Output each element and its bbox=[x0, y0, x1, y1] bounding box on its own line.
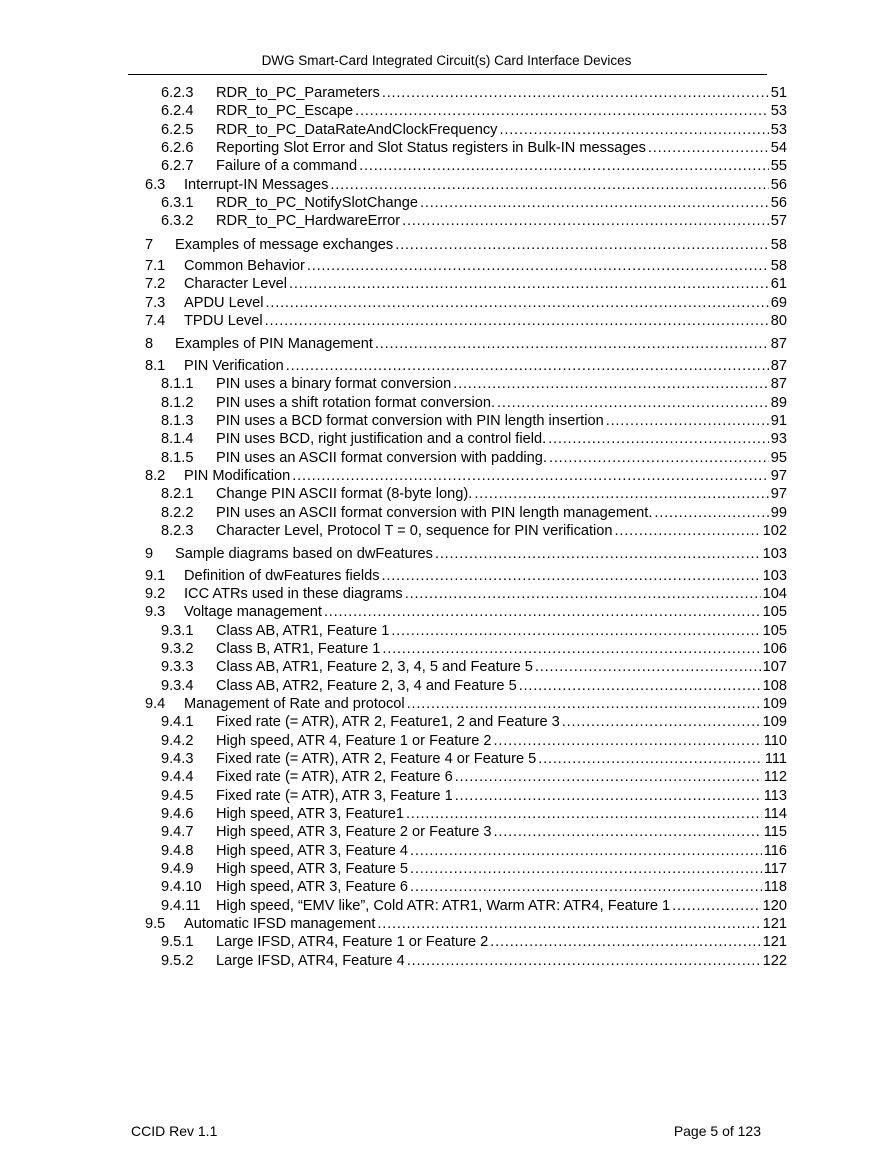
toc-entry-number: 9.4.4 bbox=[161, 769, 194, 786]
toc-entry[interactable] bbox=[0, 658, 893, 676]
toc-entry[interactable] bbox=[0, 236, 893, 254]
toc-leader-dots bbox=[405, 585, 761, 603]
toc-entry-page: 108 bbox=[762, 677, 787, 694]
toc-entry-line bbox=[216, 102, 787, 120]
toc-entry-line bbox=[216, 860, 787, 878]
toc-entry[interactable] bbox=[0, 194, 893, 212]
toc-entry-page: 117 bbox=[763, 861, 787, 878]
toc-leader-dots bbox=[375, 335, 769, 353]
toc-entry-title: Fixed rate (= ATR), ATR 2, Feature 4 or Feature 5 bbox=[216, 751, 537, 768]
toc-entry-page: 80 bbox=[770, 313, 787, 330]
footer-document-revision: CCID Rev 1.1 bbox=[131, 1123, 218, 1139]
toc-entry[interactable] bbox=[0, 102, 893, 120]
toc-leader-dots bbox=[402, 212, 769, 230]
toc-entry[interactable] bbox=[0, 732, 893, 750]
toc-entry-page: 57 bbox=[770, 213, 787, 230]
toc-entry[interactable] bbox=[0, 603, 893, 621]
toc-entry[interactable] bbox=[0, 842, 893, 860]
toc-entry-line bbox=[216, 933, 787, 951]
toc-entry-page: 103 bbox=[762, 567, 787, 584]
toc-entry[interactable] bbox=[0, 157, 893, 175]
toc-leader-dots bbox=[535, 658, 761, 676]
toc-entry-page: 99 bbox=[770, 504, 787, 521]
toc-entry-page: 121 bbox=[762, 934, 787, 951]
toc-entry[interactable] bbox=[0, 375, 893, 393]
toc-entry-line bbox=[184, 275, 787, 293]
toc-entry-title: PIN Modification bbox=[184, 467, 291, 484]
toc-leader-dots bbox=[407, 952, 761, 970]
toc-leader-dots bbox=[406, 805, 762, 823]
toc-entry-title: Character Level bbox=[184, 276, 288, 293]
toc-leader-dots bbox=[265, 312, 769, 330]
toc-entry-title: TPDU Level bbox=[184, 313, 263, 330]
toc-entry[interactable] bbox=[0, 952, 893, 970]
toc-entry-line bbox=[216, 430, 787, 448]
toc-entry[interactable] bbox=[0, 622, 893, 640]
toc-entry-number: 9.4.7 bbox=[161, 824, 194, 841]
toc-entry-line bbox=[184, 176, 787, 194]
toc-entry[interactable] bbox=[0, 467, 893, 485]
toc-entry-page: 87 bbox=[770, 336, 787, 353]
toc-entry-page: 54 bbox=[770, 140, 787, 157]
toc-entry-line bbox=[216, 768, 787, 786]
toc-entry-title: Definition of dwFeatures fields bbox=[184, 567, 380, 584]
toc-entry-line bbox=[216, 677, 787, 695]
toc-entry-number: 6.2.5 bbox=[161, 121, 194, 138]
toc-entry-page: 97 bbox=[770, 486, 787, 503]
toc-entry-page: 53 bbox=[770, 103, 787, 120]
toc-leader-dots bbox=[355, 102, 769, 120]
toc-entry-line bbox=[216, 952, 787, 970]
toc-entry-title: PIN uses a BCD format conversion with PIN length insertion bbox=[216, 412, 604, 429]
toc-leader-dots bbox=[538, 750, 763, 768]
toc-entry-number: 9.3.2 bbox=[161, 640, 194, 657]
toc-entry-number: 9.4.3 bbox=[161, 751, 194, 768]
toc-leader-dots bbox=[286, 357, 769, 375]
toc-leader-dots bbox=[420, 194, 769, 212]
toc-entry-line bbox=[216, 823, 787, 841]
toc-entry-page: 58 bbox=[770, 258, 787, 275]
toc-entry-line bbox=[216, 522, 787, 540]
toc-entry-page: 61 bbox=[770, 276, 787, 293]
toc-entry-number: 8.2.1 bbox=[161, 486, 194, 503]
toc-entry-number: 9.3 bbox=[145, 604, 166, 621]
toc-entry-page: 56 bbox=[770, 195, 787, 212]
toc-entry[interactable] bbox=[0, 677, 893, 695]
toc-entry-title: PIN Verification bbox=[184, 357, 284, 374]
toc-entry-title: Character Level, Protocol T = 0, sequence for PIN verification bbox=[216, 522, 613, 539]
toc-entry-number: 8.2 bbox=[145, 467, 166, 484]
toc-leader-dots bbox=[497, 394, 769, 412]
toc-entry[interactable] bbox=[0, 522, 893, 540]
toc-entry-page: 91 bbox=[770, 412, 787, 429]
running-header: DWG Smart-Card Integrated Circuit(s) Card Interface Devices bbox=[261, 53, 632, 68]
toc-entry-title: Class AB, ATR1, Feature 1 bbox=[216, 622, 390, 639]
toc-entry[interactable] bbox=[0, 750, 893, 768]
toc-entry[interactable] bbox=[0, 176, 893, 194]
toc-leader-dots bbox=[494, 823, 762, 841]
toc-entry[interactable] bbox=[0, 933, 893, 951]
toc-entry-page: 112 bbox=[763, 769, 787, 786]
toc-entry-title: High speed, ATR 4, Feature 1 or Feature 2 bbox=[216, 732, 492, 749]
toc-entry-line bbox=[216, 157, 787, 175]
toc-entry-number: 9.5.2 bbox=[161, 952, 194, 969]
toc-leader-dots bbox=[615, 522, 761, 540]
toc-entry-title: Examples of message exchanges bbox=[175, 236, 394, 253]
toc-entry-line bbox=[216, 394, 787, 412]
toc-entry-page: 116 bbox=[763, 842, 787, 859]
toc-leader-dots bbox=[307, 257, 769, 275]
toc-entry-number: 9.4.9 bbox=[161, 861, 194, 878]
toc-leader-dots bbox=[391, 622, 760, 640]
toc-entry[interactable] bbox=[0, 504, 893, 522]
toc-entry[interactable] bbox=[0, 412, 893, 430]
toc-entry-number: 9 bbox=[145, 546, 154, 563]
toc-entry-page: 115 bbox=[763, 824, 787, 841]
toc-entry[interactable] bbox=[0, 121, 893, 139]
toc-entry-line bbox=[216, 842, 787, 860]
table-of-contents bbox=[0, 84, 893, 970]
toc-entry[interactable] bbox=[0, 449, 893, 467]
toc-entry-line bbox=[216, 805, 787, 823]
header-divider bbox=[128, 74, 767, 75]
toc-entry-number: 7.3 bbox=[145, 294, 166, 311]
toc-entry-line bbox=[184, 257, 787, 275]
toc-entry-line bbox=[184, 585, 787, 603]
toc-leader-dots bbox=[382, 640, 760, 658]
toc-entry-page: 58 bbox=[770, 236, 787, 253]
toc-entry-line bbox=[216, 504, 787, 522]
toc-entry[interactable] bbox=[0, 860, 893, 878]
toc-leader-dots bbox=[377, 915, 760, 933]
toc-leader-dots bbox=[654, 504, 768, 522]
toc-entry-title: Class AB, ATR2, Feature 2, 3, 4 and Feature 5 bbox=[216, 677, 517, 694]
toc-entry-title: Sample diagrams based on dwFeatures bbox=[175, 546, 433, 563]
toc-entry[interactable] bbox=[0, 545, 893, 563]
toc-entry-page: 87 bbox=[770, 376, 787, 393]
toc-entry[interactable] bbox=[0, 695, 893, 713]
toc-entry[interactable] bbox=[0, 257, 893, 275]
toc-entry-title: Fixed rate (= ATR), ATR 2, Feature1, 2 and Feature 3 bbox=[216, 714, 560, 731]
toc-leader-dots bbox=[410, 842, 762, 860]
toc-entry-title: ICC ATRs used in these diagrams bbox=[184, 585, 403, 602]
toc-entry-title: High speed, ATR 3, Feature 5 bbox=[216, 861, 408, 878]
toc-entry-title: High speed, ATR 3, Feature 6 bbox=[216, 879, 408, 896]
toc-entry[interactable] bbox=[0, 897, 893, 915]
toc-entry-page: 89 bbox=[770, 394, 787, 411]
toc-entry-page: 109 bbox=[762, 714, 787, 731]
toc-entry-line bbox=[175, 335, 787, 353]
toc-entry-title: RDR_to_PC_NotifySlotChange bbox=[216, 195, 418, 212]
toc-entry-title: RDR_to_PC_Parameters bbox=[216, 85, 380, 101]
toc-entry-line bbox=[216, 84, 787, 102]
toc-entry[interactable] bbox=[0, 585, 893, 603]
toc-entry-number: 6.3.1 bbox=[161, 195, 194, 212]
toc-entry-title: Failure of a command bbox=[216, 158, 358, 175]
toc-leader-dots bbox=[455, 768, 762, 786]
toc-entry-line bbox=[184, 357, 787, 375]
toc-entry-number: 7.4 bbox=[145, 313, 166, 330]
toc-entry-title: Class B, ATR1, Feature 1 bbox=[216, 640, 381, 657]
toc-leader-dots bbox=[435, 545, 761, 563]
toc-entry-line bbox=[216, 732, 787, 750]
toc-entry[interactable] bbox=[0, 312, 893, 330]
toc-entry-line bbox=[184, 294, 787, 312]
toc-entry-line bbox=[184, 603, 787, 621]
toc-entry-line bbox=[216, 878, 787, 896]
toc-entry[interactable] bbox=[0, 139, 893, 157]
toc-entry-page: 97 bbox=[770, 467, 787, 484]
toc-entry-line bbox=[216, 640, 787, 658]
toc-entry[interactable] bbox=[0, 275, 893, 293]
toc-entry-title: RDR_to_PC_DataRateAndClockFrequency bbox=[216, 121, 498, 138]
toc-entry-line bbox=[184, 915, 787, 933]
toc-entry[interactable] bbox=[0, 823, 893, 841]
toc-entry-line bbox=[216, 212, 787, 230]
toc-entry-title: High speed, ATR 3, Feature 2 or Feature 3 bbox=[216, 824, 492, 841]
toc-entry-page: 118 bbox=[763, 879, 787, 896]
toc-entry[interactable] bbox=[0, 357, 893, 375]
toc-entry-title: PIN uses an ASCII format conversion with PIN length management. bbox=[216, 504, 653, 521]
toc-entry-page: 102 bbox=[762, 522, 787, 539]
toc-entry-number: 9.4.8 bbox=[161, 842, 194, 859]
toc-entry-title: PIN uses a shift rotation format conversion. bbox=[216, 394, 496, 411]
toc-entry[interactable] bbox=[0, 640, 893, 658]
toc-entry-line bbox=[216, 787, 787, 805]
toc-entry-page: 103 bbox=[762, 546, 787, 563]
toc-leader-dots bbox=[453, 375, 769, 393]
toc-entry[interactable] bbox=[0, 768, 893, 786]
toc-entry-line bbox=[216, 658, 787, 676]
toc-entry[interactable] bbox=[0, 713, 893, 731]
toc-leader-dots bbox=[499, 121, 768, 139]
toc-entry-line bbox=[184, 695, 787, 713]
toc-entry-number: 9.3.1 bbox=[161, 622, 194, 639]
toc-entry-number: 6.2.7 bbox=[161, 158, 194, 175]
toc-leader-dots bbox=[490, 933, 760, 951]
toc-entry-number: 8.2.2 bbox=[161, 504, 194, 521]
toc-leader-dots bbox=[330, 176, 768, 194]
toc-entry-number: 6.2.3 bbox=[161, 85, 194, 101]
toc-entry-title: PIN uses BCD, right justification and a control field. bbox=[216, 431, 547, 448]
toc-entry-page: 105 bbox=[762, 604, 787, 621]
toc-leader-dots bbox=[648, 139, 769, 157]
toc-entry-page: 106 bbox=[762, 640, 787, 657]
toc-entry-title: Interrupt-IN Messages bbox=[184, 176, 329, 193]
toc-entry-number: 8.1.3 bbox=[161, 412, 194, 429]
toc-entry-line bbox=[216, 485, 787, 503]
toc-entry-number: 9.5.1 bbox=[161, 934, 194, 951]
toc-entry-line bbox=[216, 622, 787, 640]
toc-entry-line bbox=[175, 236, 787, 254]
toc-entry-title: PIN uses a binary format conversion bbox=[216, 376, 452, 393]
toc-entry-number: 9.4.2 bbox=[161, 732, 194, 749]
toc-entry-page: 114 bbox=[763, 806, 787, 823]
toc-leader-dots bbox=[359, 157, 769, 175]
toc-entry-title: Voltage management bbox=[184, 604, 322, 621]
toc-entry-line bbox=[216, 897, 787, 915]
toc-entry-number: 9.2 bbox=[145, 585, 166, 602]
toc-entry-number: 8.1.5 bbox=[161, 449, 194, 466]
toc-entry[interactable] bbox=[0, 878, 893, 896]
toc-entry-number: 7.2 bbox=[145, 276, 166, 293]
toc-entry[interactable] bbox=[0, 394, 893, 412]
toc-leader-dots bbox=[292, 467, 769, 485]
toc-entry-number: 9.4 bbox=[145, 696, 166, 712]
toc-entry-line bbox=[175, 545, 787, 563]
toc-leader-dots bbox=[672, 897, 760, 915]
toc-leader-dots bbox=[266, 294, 769, 312]
toc-leader-dots bbox=[455, 787, 762, 805]
toc-entry-page: 122 bbox=[762, 952, 787, 969]
toc-entry-number: 8.1.2 bbox=[161, 394, 194, 411]
toc-entry-title: Class AB, ATR1, Feature 2, 3, 4, 5 and Feature 5 bbox=[216, 659, 533, 676]
toc-entry-number: 8.1 bbox=[145, 357, 166, 374]
toc-entry-page: 51 bbox=[770, 85, 787, 101]
toc-entry-title: Examples of PIN Management bbox=[175, 336, 373, 353]
toc-entry-title: RDR_to_PC_Escape bbox=[216, 103, 354, 120]
toc-entry-page: 93 bbox=[770, 431, 787, 448]
toc-entry-line bbox=[184, 567, 787, 585]
toc-entry-page: 121 bbox=[762, 916, 787, 933]
toc-leader-dots bbox=[474, 485, 768, 503]
toc-entry-line bbox=[184, 467, 787, 485]
footer-page-number: Page 5 of 123 bbox=[673, 1123, 761, 1139]
toc-entry-title: High speed, ATR 3, Feature 4 bbox=[216, 842, 408, 859]
toc-entry-title: Common Behavior bbox=[184, 258, 305, 275]
toc-entry-line bbox=[216, 121, 787, 139]
toc-entry-page: 56 bbox=[770, 176, 787, 193]
toc-entry-page: 111 bbox=[764, 751, 787, 768]
toc-entry-page: 87 bbox=[770, 357, 787, 374]
toc-entry-title: PIN uses an ASCII format conversion with padding. bbox=[216, 449, 547, 466]
toc-entry-number: 9.4.1 bbox=[161, 714, 194, 731]
toc-leader-dots bbox=[548, 430, 769, 448]
toc-entry-page: 105 bbox=[762, 622, 787, 639]
toc-entry-title: Fixed rate (= ATR), ATR 3, Feature 1 bbox=[216, 787, 453, 804]
toc-entry-number: 9.4.10 bbox=[161, 879, 202, 896]
toc-entry-title: APDU Level bbox=[184, 294, 264, 311]
toc-entry-number: 8.2.3 bbox=[161, 522, 194, 539]
toc-entry[interactable] bbox=[0, 212, 893, 230]
toc-leader-dots bbox=[395, 236, 769, 254]
toc-entry-title: Reporting Slot Error and Slot Status registers in Bulk-IN messages bbox=[216, 140, 646, 157]
toc-leader-dots bbox=[606, 412, 769, 430]
toc-entry-number: 9.5 bbox=[145, 916, 166, 933]
toc-entry-number: 6.3 bbox=[145, 176, 166, 193]
toc-entry-page: 107 bbox=[762, 659, 787, 676]
toc-entry-number: 7.1 bbox=[145, 258, 166, 275]
toc-entry-line bbox=[184, 312, 787, 330]
toc-entry[interactable] bbox=[0, 335, 893, 353]
toc-entry-line bbox=[216, 449, 787, 467]
toc-entry-title: Large IFSD, ATR4, Feature 4 bbox=[216, 952, 405, 969]
toc-entry-line bbox=[216, 139, 787, 157]
toc-entry-line bbox=[216, 750, 787, 768]
toc-entry[interactable] bbox=[0, 787, 893, 805]
toc-entry-title: Automatic IFSD management bbox=[184, 916, 376, 933]
toc-leader-dots bbox=[382, 567, 761, 585]
toc-entry-number: 8.1.1 bbox=[161, 376, 194, 393]
toc-entry-number: 6.2.6 bbox=[161, 140, 194, 157]
toc-entry-page: 104 bbox=[762, 585, 787, 602]
toc-entry-page: 95 bbox=[770, 449, 787, 466]
toc-entry-number: 9.3.4 bbox=[161, 677, 194, 694]
toc-leader-dots bbox=[324, 603, 761, 621]
toc-leader-dots bbox=[382, 84, 769, 102]
toc-entry-page: 69 bbox=[770, 294, 787, 311]
toc-entry-line bbox=[216, 713, 787, 731]
toc-leader-dots bbox=[407, 695, 761, 713]
toc-leader-dots bbox=[562, 713, 761, 731]
toc-entry-number: 9.4.6 bbox=[161, 806, 194, 823]
toc-entry-page: 113 bbox=[763, 787, 787, 804]
toc-entry[interactable] bbox=[0, 84, 893, 102]
toc-entry-number: 8 bbox=[145, 336, 154, 353]
toc-entry[interactable] bbox=[0, 805, 893, 823]
toc-entry-number: 9.3.3 bbox=[161, 659, 194, 676]
toc-entry-number: 6.3.2 bbox=[161, 213, 194, 230]
toc-entry-line bbox=[216, 412, 787, 430]
toc-entry[interactable] bbox=[0, 567, 893, 585]
toc-entry[interactable] bbox=[0, 915, 893, 933]
toc-entry-title: Management of Rate and protocol bbox=[184, 696, 405, 712]
toc-entry-number: 8.1.4 bbox=[161, 431, 194, 448]
toc-entry-line bbox=[216, 194, 787, 212]
toc-entry-number: 9.4.11 bbox=[161, 897, 201, 914]
toc-entry-number: 7 bbox=[145, 236, 154, 253]
toc-entry-line bbox=[216, 375, 787, 393]
toc-entry-page: 109 bbox=[762, 696, 787, 712]
toc-entry-page: 55 bbox=[770, 158, 787, 175]
toc-leader-dots bbox=[519, 677, 761, 695]
toc-entry-number: 6.2.4 bbox=[161, 103, 194, 120]
toc-entry-title: High speed, “EMV like”, Cold ATR: ATR1, Warm ATR: ATR4, Feature 1 bbox=[216, 897, 671, 914]
toc-entry-title: Large IFSD, ATR4, Feature 1 or Feature 2 bbox=[216, 934, 489, 951]
toc-entry[interactable] bbox=[0, 430, 893, 448]
toc-leader-dots bbox=[494, 732, 762, 750]
toc-leader-dots bbox=[410, 860, 762, 878]
toc-entry-number: 9.1 bbox=[145, 567, 166, 584]
toc-leader-dots bbox=[410, 878, 762, 896]
toc-entry-page: 120 bbox=[762, 897, 787, 914]
toc-leader-dots bbox=[549, 449, 769, 467]
toc-entry-title: RDR_to_PC_HardwareError bbox=[216, 213, 401, 230]
toc-leader-dots bbox=[289, 275, 769, 293]
toc-entry-page: 110 bbox=[763, 732, 787, 749]
toc-entry-title: High speed, ATR 3, Feature1 bbox=[216, 806, 404, 823]
toc-entry-number: 9.4.5 bbox=[161, 787, 194, 804]
toc-entry-title: Change PIN ASCII format (8-byte long). bbox=[216, 486, 473, 503]
toc-entry[interactable] bbox=[0, 294, 893, 312]
toc-entry-page: 53 bbox=[770, 121, 787, 138]
toc-entry[interactable] bbox=[0, 485, 893, 503]
toc-entry-title: Fixed rate (= ATR), ATR 2, Feature 6 bbox=[216, 769, 453, 786]
